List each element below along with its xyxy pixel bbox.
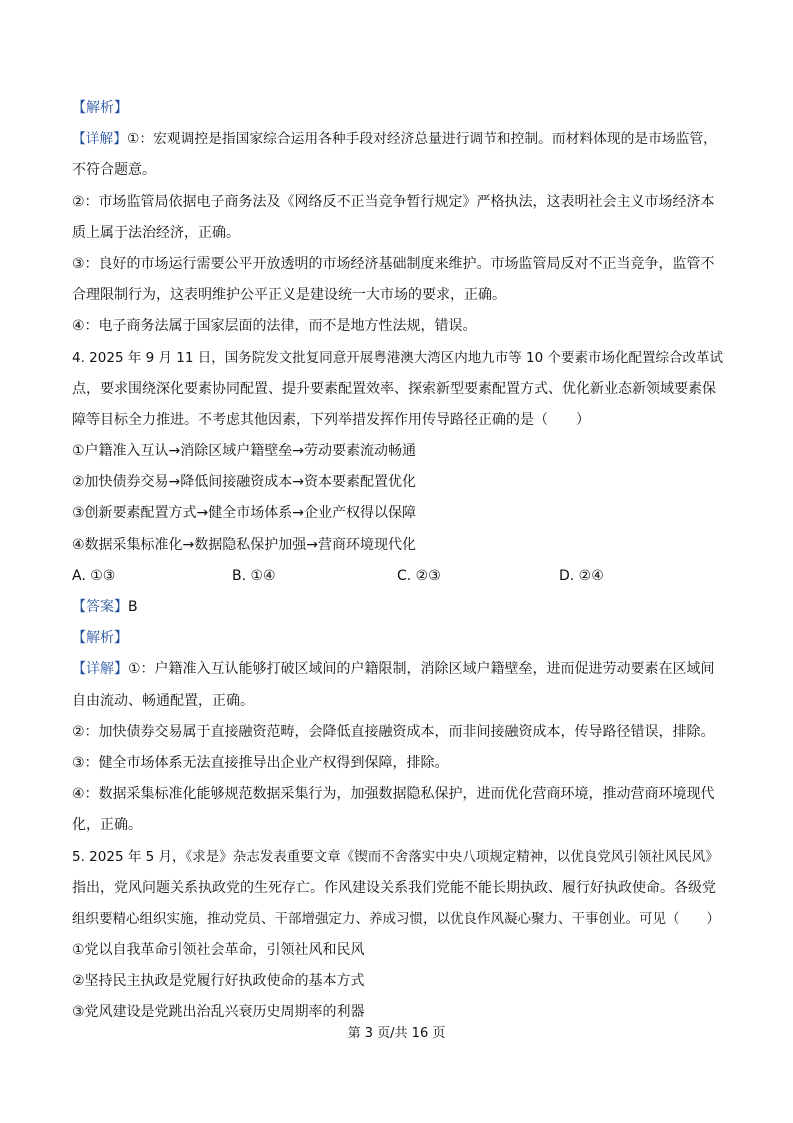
question-4-item: ③创新要素配置方式→健全市场体系→企业产权得以保障	[72, 505, 417, 522]
question-4-stem: 障等目标全力推进。不考虑其他因素，下列举措发挥作用传导路径正确的是（ ）	[72, 411, 590, 428]
question-5-item: ②坚持民主执政是党履行好执政使命的基本方式	[72, 973, 365, 990]
option-d: D. ②④	[559, 567, 604, 584]
option-b: B. ①④	[232, 567, 276, 584]
answer-value: B	[128, 599, 138, 615]
question-5-stem: 5. 2025 年 5 月，《求是》杂志发表重要文章《锲而不舍落实中央八项规定精神，以优良党风引领社风民风》	[72, 848, 719, 865]
question-4-stem: 4. 2025 年 9 月 11 日，国务院发文批复同意开展粤港澳大湾区内地九市等 10 个要素市场化配置综合改革试	[72, 349, 724, 366]
analysis-label: 【解析】	[72, 100, 128, 116]
analysis-line: 不符合题意。	[72, 162, 156, 179]
question-5-item: ①党以自我革命引领社会革命，引领社风和民风	[72, 942, 365, 959]
analysis-line: 合理限制行为，这表明维护公平正义是建设统一大市场的要求，正确。	[72, 287, 506, 304]
question-5-item: ③党风建设是党跳出治乱兴衰历史周期率的利器	[72, 1004, 365, 1021]
analysis-line: 自由流动、畅通配置，正确。	[72, 692, 254, 709]
analysis-line: 化，正确。	[72, 817, 142, 834]
question-4-options	[72, 561, 724, 592]
question-5-stem: 组织要精心组织实施，推动党员、干部增强定力、养成习惯，以优良作风凝心聚力、干事创业。可见（ ）	[72, 910, 720, 927]
question-4-item: ④数据采集标准化→数据隐私保护加强→营商环境现代化	[72, 536, 417, 553]
detail-label: 【详解】	[72, 131, 128, 148]
analysis-label: 【解析】	[72, 630, 128, 647]
analysis-line: 【详解】①：户籍准入互认能够打破区域间的户籍限制，消除区域户籍壁垒，进而促进劳动要素在区域间	[72, 661, 715, 678]
option-c: C. ②③	[397, 567, 441, 584]
analysis-line: ②：加快债券交易属于直接融资范畴，会降低直接融资成本，而非间接融资成本，传导路径错误，排除。	[72, 723, 715, 740]
analysis-line: ④：电子商务法属于国家层面的法律，而不是地方性法规，错误。	[72, 318, 477, 335]
question-4-stem: 点，要求围绕深化要素协同配置、提升要素配置效率、探索新型要素配置方式、优化新业态新领域要素保	[72, 380, 716, 397]
option-a: A. ①③	[72, 567, 116, 584]
answer-line	[72, 592, 724, 623]
question-4-item: ②加快债券交易→降低间接融资成本→资本要素配置优化	[72, 474, 417, 491]
page-footer: 第 3 页/共 16 页	[347, 1026, 446, 1041]
detail-label: 【详解】	[72, 661, 128, 678]
analysis-line: ④：数据采集标准化能够规范数据采集行为，加强数据隐私保护，进而优化营商环境，推动营商环境现代	[72, 786, 715, 803]
question-4-item: ①户籍准入互认→消除区域户籍壁垒→劳动要素流动畅通	[72, 443, 417, 460]
page-content	[72, 93, 724, 1029]
analysis-line: 【详解】①：宏观调控是指国家综合运用各种手段对经济总量进行调节和控制。而材料体现的是市场监管，	[72, 131, 717, 148]
question-5-stem: 指出，党风问题关系执政党的生死存亡。作风建设关系我们党能不能长期执政、履行好执政使命。各级党	[72, 879, 716, 896]
analysis-line: ③：健全市场体系无法直接推导出企业产权得到保障，排除。	[72, 754, 449, 771]
answer-label: 【答案】	[72, 599, 128, 615]
analysis-line: 质上属于法治经济，正确。	[72, 224, 240, 241]
analysis-line: ②：市场监管局依据电子商务法及《网络反不正当竞争暂行规定》严格执法，这表明社会主义市场经济本	[72, 193, 715, 210]
analysis-line: ③：良好的市场运行需要公平开放透明的市场经济基础制度来维护。市场监管局反对不正当竞争，监管不	[72, 255, 715, 272]
